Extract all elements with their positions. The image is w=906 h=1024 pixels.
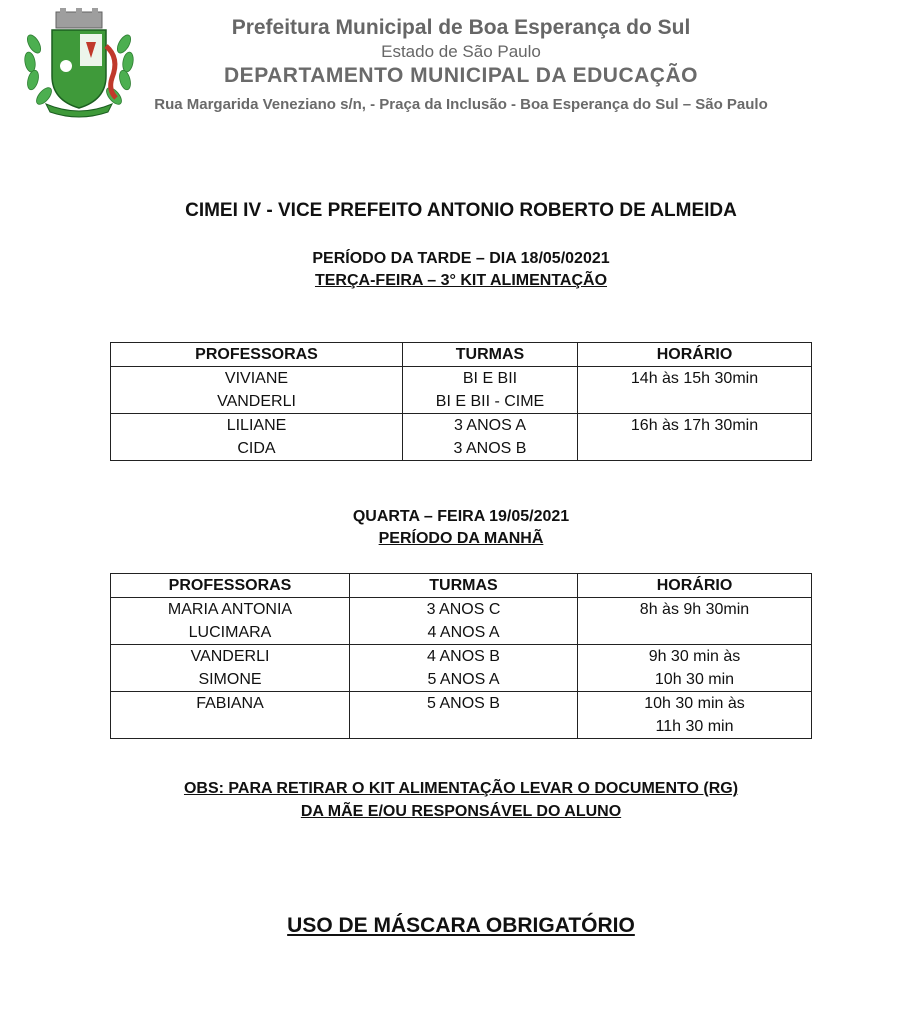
class-name: BI E BII - CIME bbox=[435, 393, 545, 410]
mask-mandatory-notice: USO DE MÁSCARA OBRIGATÓRIO bbox=[287, 914, 635, 937]
department-name: DEPARTAMENTO MUNICIPAL DA EDUCAÇÃO bbox=[224, 64, 698, 87]
school-title: CIMEI IV - VICE PREFEITO ANTONIO ROBERTO DE ALMEIDA bbox=[185, 200, 737, 221]
turmas-cell bbox=[350, 645, 578, 692]
section2-period: PERÍODO DA MANHÃ bbox=[378, 530, 544, 547]
table-row bbox=[111, 414, 812, 461]
horario-cell bbox=[578, 598, 812, 645]
teacher-name: LILIANE bbox=[226, 417, 287, 434]
teacher-name: FABIANA bbox=[196, 695, 264, 712]
table-row bbox=[111, 598, 812, 645]
horario-cell bbox=[578, 367, 812, 414]
table-row bbox=[111, 645, 812, 692]
obs-note-line2: DA MÃE E/OU RESPONSÁVEL DO ALUNO bbox=[300, 803, 622, 820]
time-range: 10h 30 min bbox=[654, 671, 735, 688]
schedule-table-wednesday bbox=[110, 573, 812, 739]
class-name: BI E BII bbox=[462, 370, 518, 387]
municipality-name: Prefeitura Municipal de Boa Esperança do Sul bbox=[231, 16, 691, 39]
time-range: 16h às 17h 30min bbox=[630, 417, 759, 434]
professoras-cell bbox=[111, 367, 403, 414]
table-row bbox=[111, 692, 812, 739]
time-range: 10h 30 min às bbox=[644, 695, 745, 712]
professoras-cell bbox=[111, 414, 403, 461]
class-name: 3 ANOS B bbox=[453, 440, 527, 457]
schedule-table-tuesday bbox=[110, 342, 812, 461]
professoras-cell bbox=[111, 645, 350, 692]
teacher-name: VANDERLI bbox=[217, 393, 296, 410]
horario-cell bbox=[578, 645, 812, 692]
horario-cell bbox=[578, 414, 812, 461]
time-range: 14h às 15h 30min bbox=[630, 370, 759, 387]
column-header-horario: HORÁRIO bbox=[578, 574, 812, 598]
teacher-name: VIVIANE bbox=[224, 370, 289, 387]
professoras-cell bbox=[111, 692, 350, 739]
column-header-horario: HORÁRIO bbox=[578, 343, 812, 367]
professoras-cell bbox=[111, 598, 350, 645]
teacher-name: CIDA bbox=[237, 440, 276, 457]
class-name: 5 ANOS B bbox=[427, 695, 500, 712]
column-header-professoras: PROFESSORAS bbox=[111, 574, 350, 598]
turmas-cell bbox=[403, 414, 578, 461]
obs-note-line1: OBS: PARA RETIRAR O KIT ALIMENTAÇÃO LEVAR O DOCUMENTO (RG) bbox=[183, 780, 739, 797]
section1-day: TERÇA-FEIRA – 3° KIT ALIMENTAÇÃO bbox=[314, 272, 608, 289]
turmas-cell bbox=[403, 367, 578, 414]
table-row bbox=[111, 367, 812, 414]
address-line: Rua Margarida Veneziano s/n, - Praça da Inclusão - Boa Esperança do Sul – São Paulo bbox=[154, 96, 768, 113]
time-range: 9h 30 min às bbox=[648, 648, 741, 665]
turmas-cell bbox=[350, 598, 578, 645]
class-name: 3 ANOS A bbox=[453, 417, 527, 434]
turmas-cell bbox=[350, 692, 578, 739]
horario-cell bbox=[578, 692, 812, 739]
teacher-name: VANDERLI bbox=[190, 648, 270, 665]
column-header-turmas: TURMAS bbox=[403, 343, 578, 367]
class-name: 4 ANOS B bbox=[427, 648, 500, 665]
state-name: Estado de São Paulo bbox=[381, 42, 541, 61]
class-name: 3 ANOS C bbox=[426, 601, 501, 618]
teacher-name: MARIA ANTONIA bbox=[167, 601, 293, 618]
column-header-professoras: PROFESSORAS bbox=[111, 343, 403, 367]
letterhead bbox=[0, 0, 906, 130]
teacher-name: LUCIMARA bbox=[188, 624, 272, 641]
column-header-turmas: TURMAS bbox=[350, 574, 578, 598]
section2-day: QUARTA – FEIRA 19/05/2021 bbox=[352, 508, 570, 525]
time-range: 11h 30 min bbox=[655, 718, 734, 735]
class-name: 4 ANOS A bbox=[427, 624, 500, 641]
time-range: 8h às 9h 30min bbox=[639, 601, 750, 618]
section1-period: PERÍODO DA TARDE – DIA 18/05/02021 bbox=[312, 250, 610, 267]
class-name: 5 ANOS A bbox=[427, 671, 500, 688]
teacher-name: SIMONE bbox=[198, 671, 262, 688]
